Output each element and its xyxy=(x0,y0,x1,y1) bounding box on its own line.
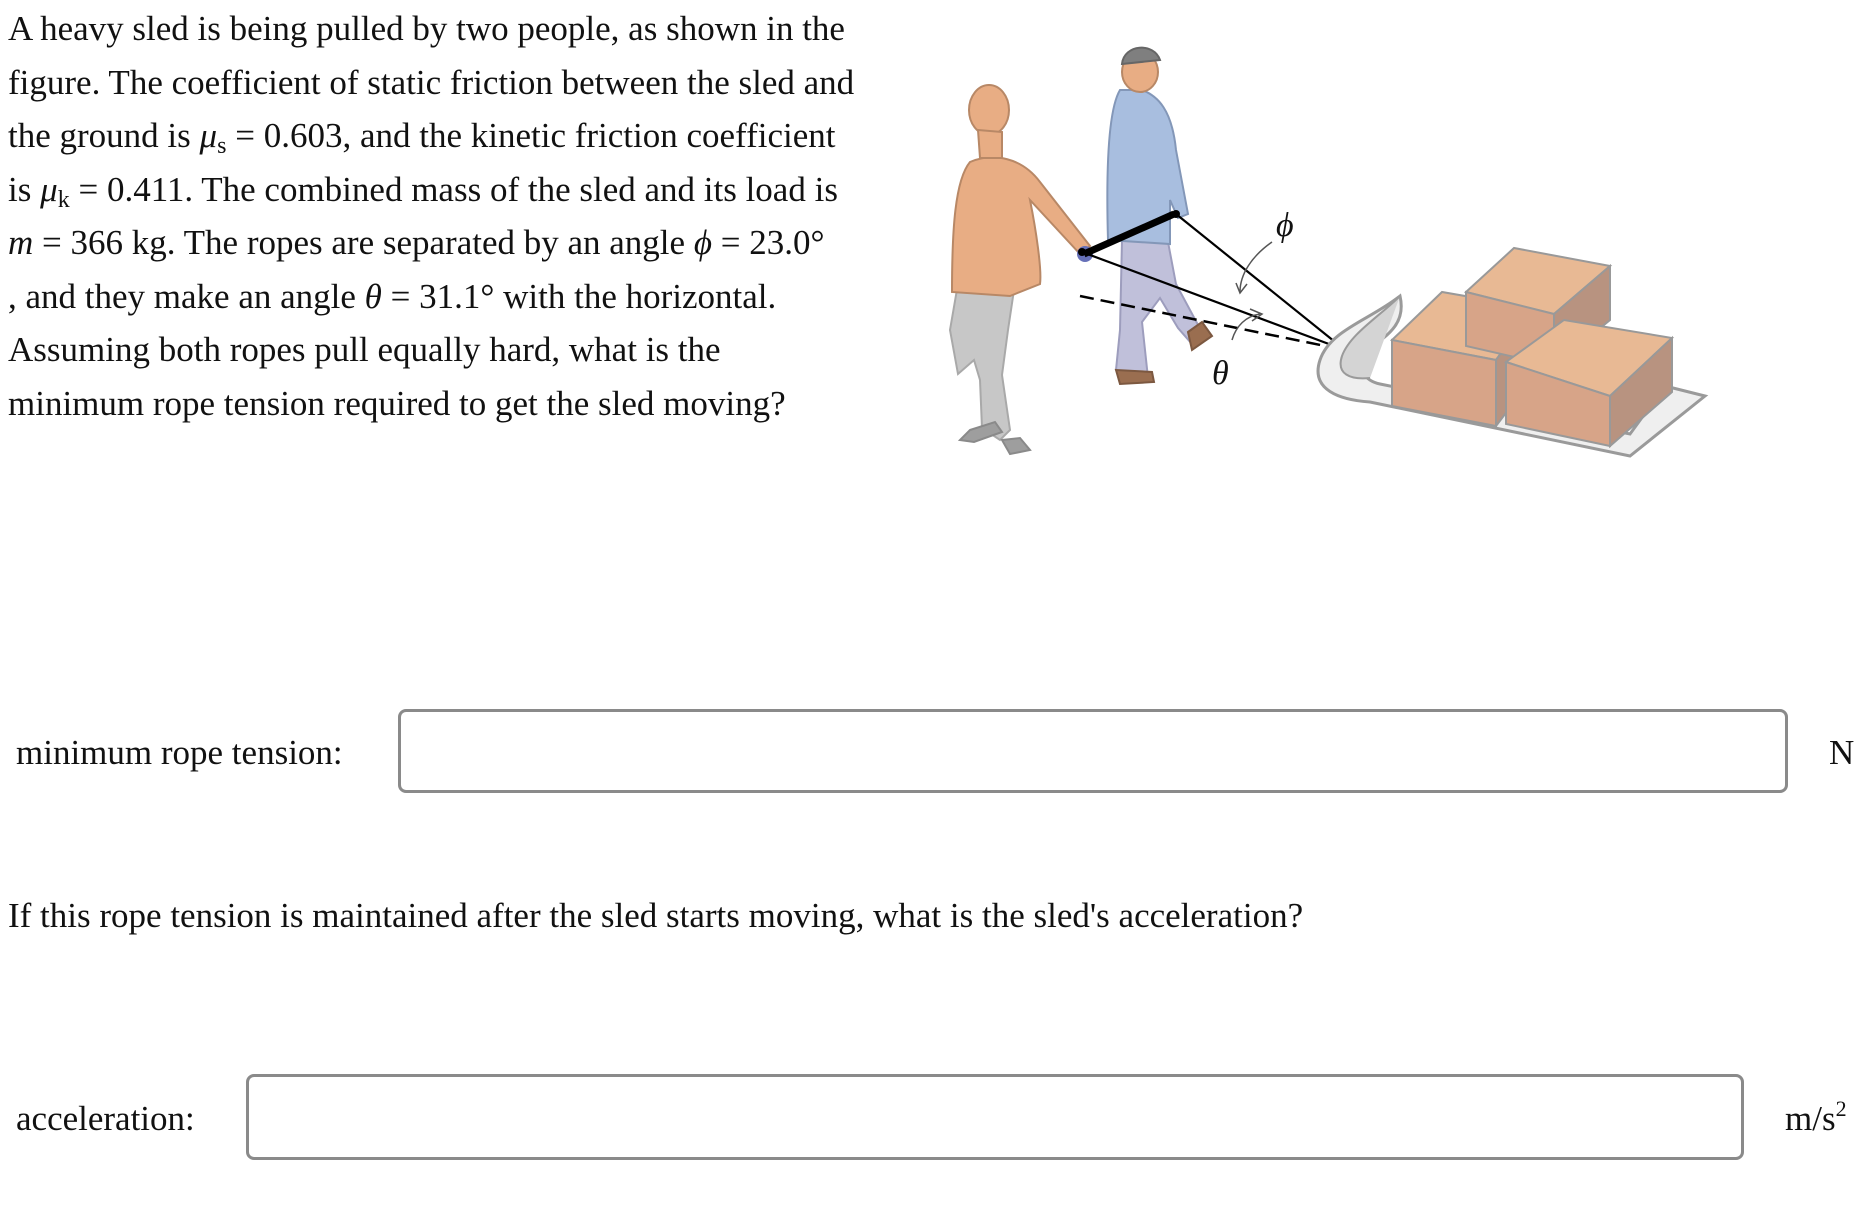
left-person xyxy=(950,85,1093,454)
tension-label: minimum rope tension: xyxy=(16,733,343,772)
mu-s-value: 0.603 xyxy=(263,116,343,155)
acceleration-question: If this rope tension is maintained after the sled starts moving, what is the sled's acceleration? xyxy=(8,896,1304,935)
mass-value: 366 kg xyxy=(70,223,167,262)
problem-line-6: , and they make an angle θ = 31.1° with the horizontal. xyxy=(8,276,777,316)
phi-value: 23.0° xyxy=(749,223,825,262)
acceleration-label: acceleration: xyxy=(16,1099,195,1138)
mu-k-symbol: μ xyxy=(40,169,58,209)
problem-line-7: Assuming both ropes pull equally hard, what is the xyxy=(8,330,721,369)
tension-input[interactable] xyxy=(398,709,1788,793)
theta-label: θ xyxy=(1212,355,1229,392)
tension-unit: N xyxy=(1829,733,1855,772)
mu-s-symbol: μ xyxy=(199,116,218,155)
problem-line-8: minimum rope tension required to get the sled moving? xyxy=(8,383,786,423)
acceleration-unit: $m/s^2$ xyxy=(1785,1096,1847,1138)
right-person xyxy=(1107,48,1212,384)
phi-arc xyxy=(1240,242,1272,292)
phi-label: ϕ xyxy=(1276,207,1294,244)
acceleration-input[interactable] xyxy=(246,1074,1744,1160)
problem-statement xyxy=(8,2,908,430)
theta-symbol: θ xyxy=(364,276,382,316)
problem-line-4: is $\mu_k = 0.411$. The combined mass of the sled and its load is xyxy=(8,169,838,213)
sled-figure xyxy=(930,30,1850,560)
problem-line-3: the ground is $\mu_s = 0.603$, and the kinetic friction coefficient xyxy=(8,116,836,159)
problem-line-5: m = 366 kg. The ropes are separated by an angle ϕ = 23.0° xyxy=(8,223,825,262)
theta-value: 31.1° xyxy=(419,276,495,316)
phi-symbol: ϕ xyxy=(693,223,712,262)
problem-line-2: figure. The coefficient of static friction between the sled and xyxy=(8,62,855,102)
problem-line-1: A heavy sled is being pulled by two people, as shown in the xyxy=(8,9,845,48)
mass-symbol: m xyxy=(8,223,34,262)
mu-k-value: 0.411 xyxy=(106,169,185,209)
